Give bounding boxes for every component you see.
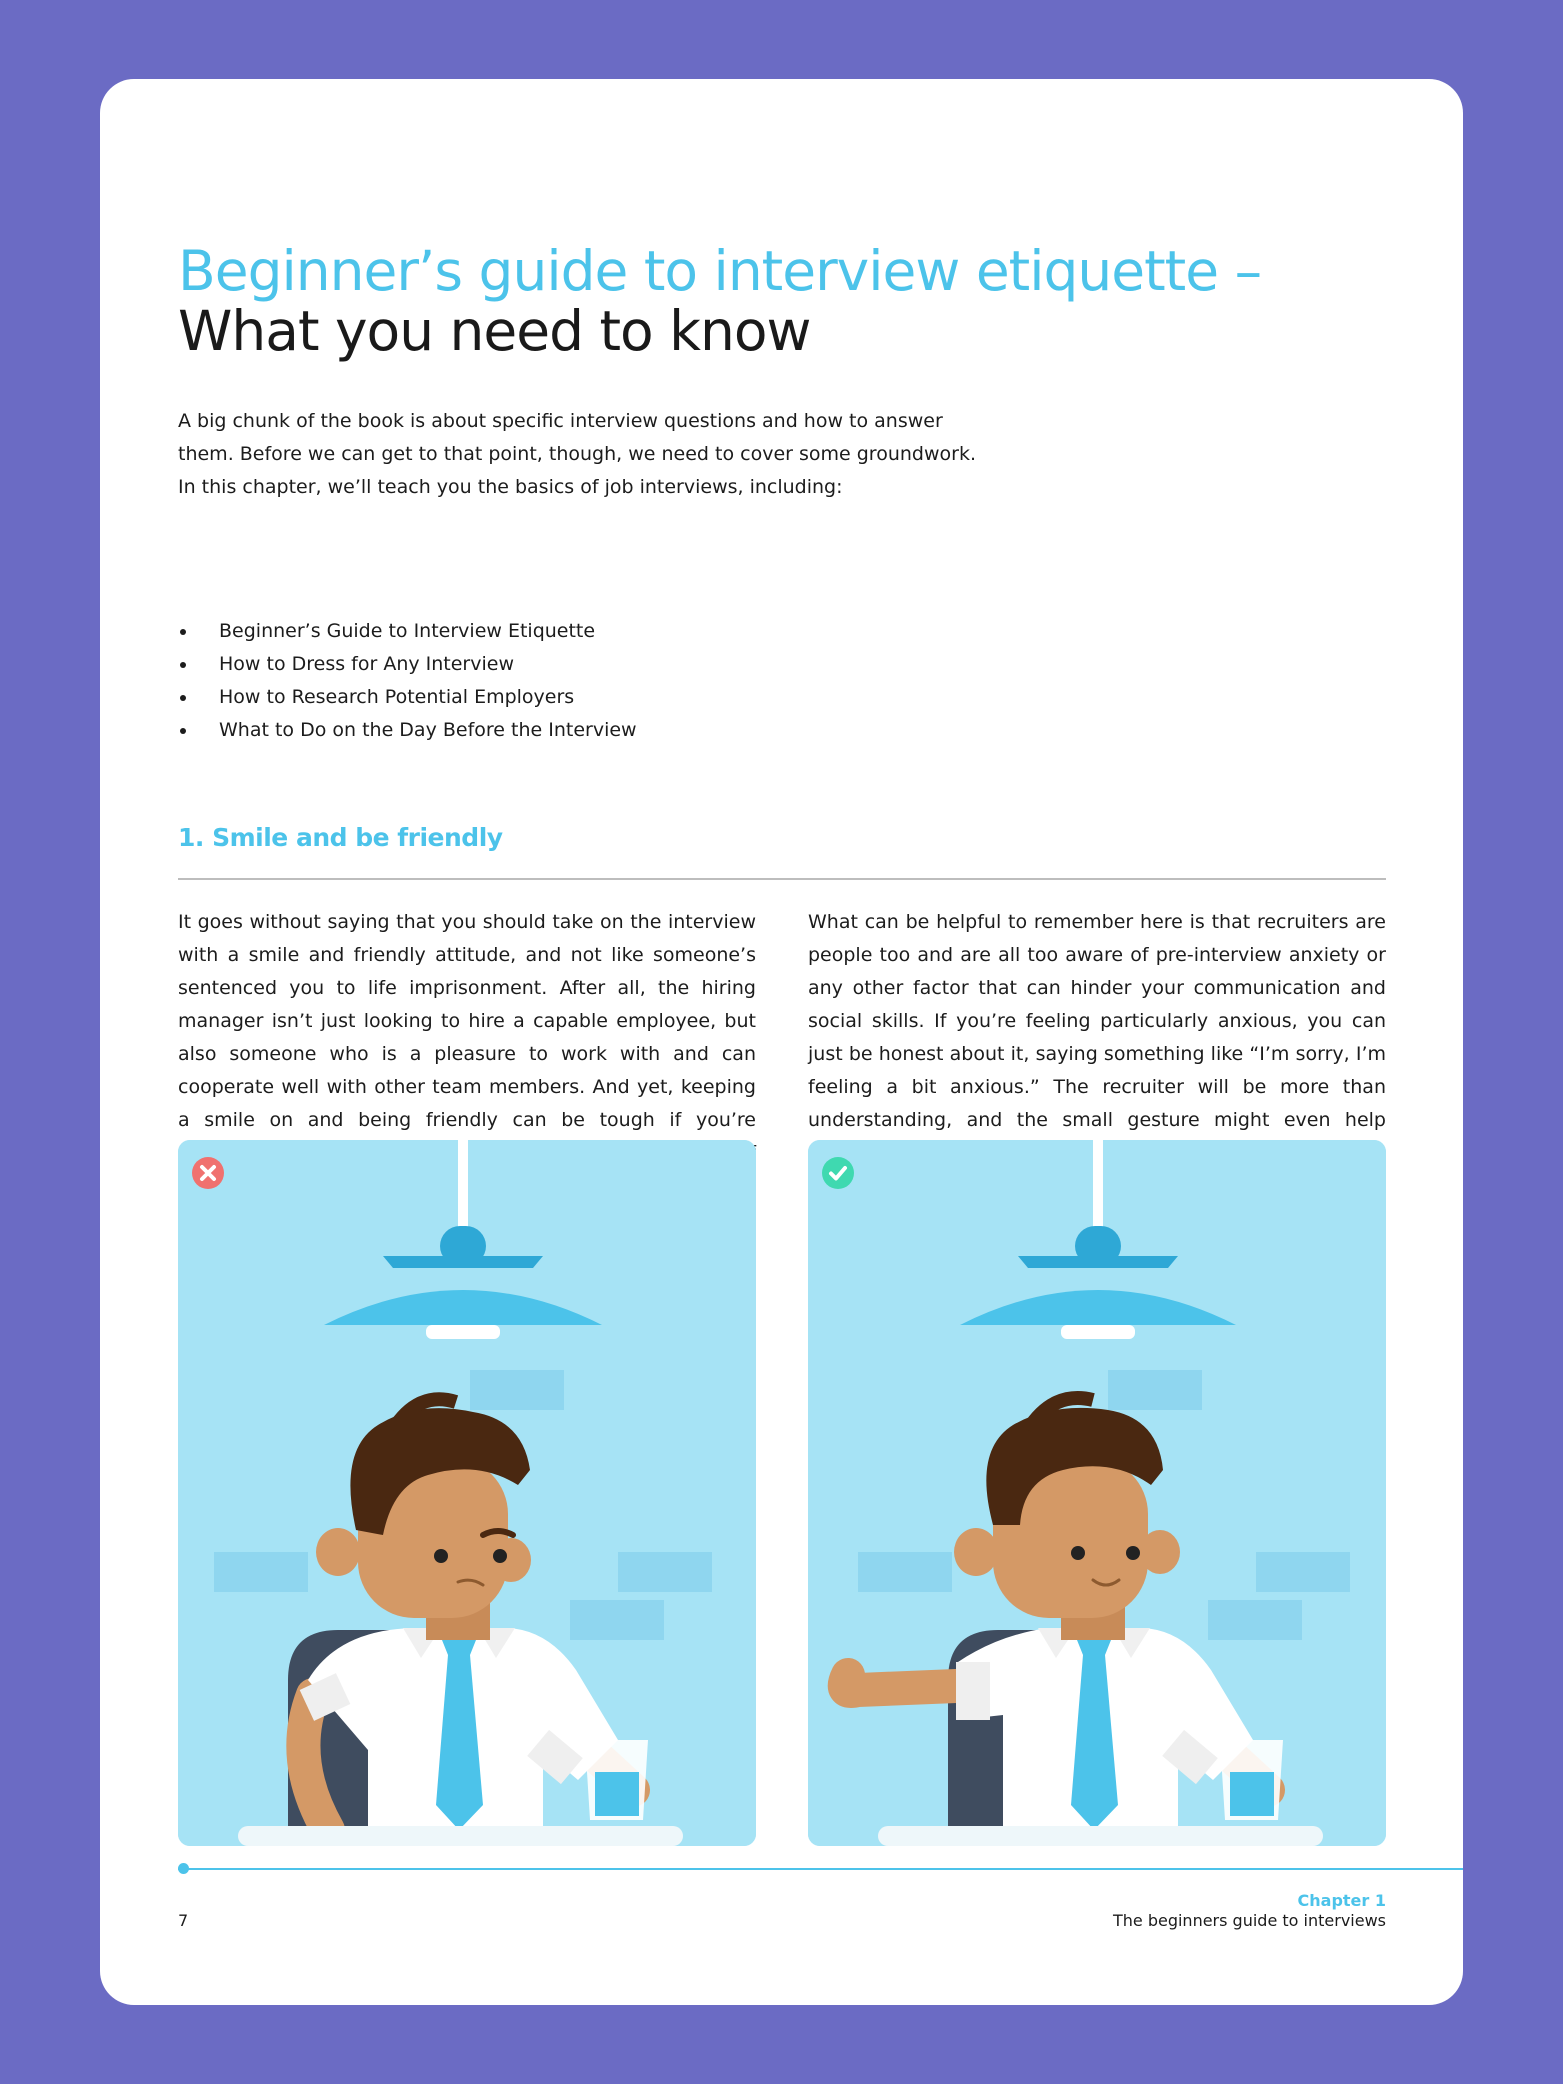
chapter-title: The beginners guide to interviews	[1112, 1911, 1386, 1930]
body-column-right: What can be helpful to remember here is that recruiters are people too and are all too aware of pre-interview anxiety or any other factor that can hinder your communication and social skills. If you’re feeling particularly anxious, you can just be honest about it, saying something like “I’m sorry, I’m feeling a bit anxious.” The recruiter will be more than understanding, and the small gesture might even help	[808, 911, 1386, 1131]
illustration-friendly	[808, 1140, 1386, 1846]
illustration-unfriendly-drawing	[178, 1140, 756, 1846]
chapter-contents-list	[178, 615, 878, 747]
illustration-unfriendly	[178, 1140, 756, 1846]
section-divider	[178, 878, 1386, 880]
page-title	[178, 241, 1378, 361]
check-circle-icon	[821, 1156, 855, 1190]
page-title-line-1: Beginner’s guide to interview etiquette –	[178, 239, 1262, 303]
list-item: Beginner’s Guide to Interview Etiquette	[178, 615, 878, 648]
document-page	[100, 79, 1463, 2005]
x-circle-icon	[191, 1156, 225, 1190]
list-item: How to Dress for Any Interview	[178, 648, 878, 681]
intro-paragraph: A big chunk of the book is about specific interview questions and how to answer them. Before we can get to that point, though, we need to cover some groundwork. In this chapter, we’ll teach you the basics of job interviews, including:	[178, 410, 976, 498]
footer-divider-dot	[178, 1863, 189, 1874]
page-number: 7	[178, 1911, 189, 1930]
footer-divider	[178, 1868, 1463, 1870]
body-column-left: It goes without saying that you should take on the interview with a smile and friendly attitude, and not like someone’s sentenced you to life imprisonment. After all, the hiring manager isn’t just looking to hire a capable employee, but also someone who is a pleasure to work with and can cooperate well with other team members. And yet, keeping a smile on and being friendly can be tough if you’re	[178, 911, 756, 1131]
illustration-friendly-drawing	[808, 1140, 1386, 1846]
section-heading: 1. Smile and be friendly	[178, 823, 503, 852]
list-item: What to Do on the Day Before the Interview	[178, 714, 878, 747]
chapter-label: Chapter 1	[1297, 1891, 1386, 1910]
list-item: How to Research Potential Employers	[178, 681, 878, 714]
page-title-line-2: What you need to know	[178, 299, 811, 363]
